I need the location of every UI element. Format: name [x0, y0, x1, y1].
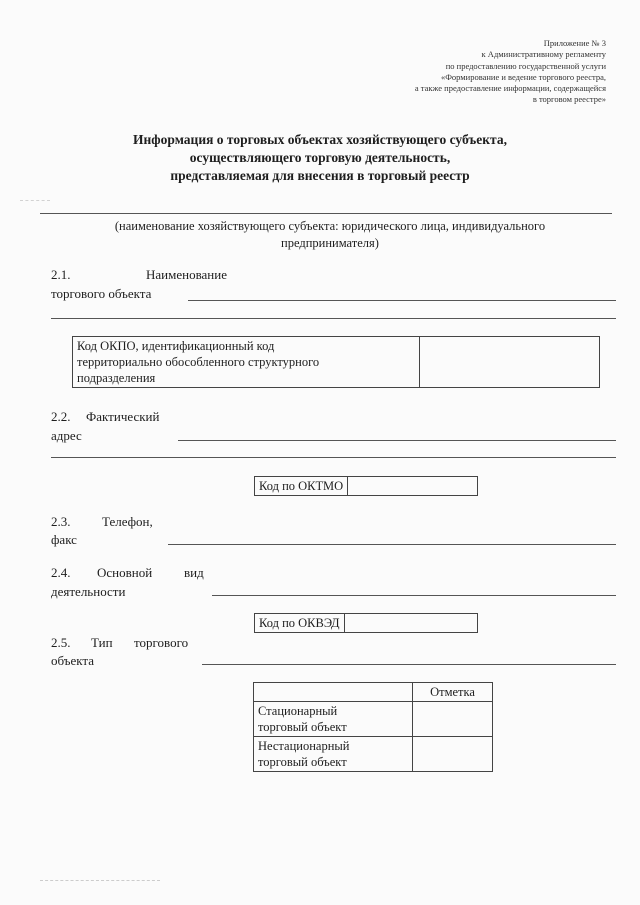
- table-row: [254, 702, 493, 737]
- okpo-value-cell[interactable]: [420, 337, 600, 388]
- section-2-4-title-cont: деятельности: [51, 584, 126, 599]
- scan-artifact: [40, 880, 160, 881]
- appendix-line: Приложение № 3: [543, 38, 606, 48]
- section-2-1-number: 2.1.: [51, 267, 71, 282]
- scan-artifact: [20, 200, 50, 201]
- object-name-line-2[interactable]: [51, 318, 616, 319]
- stationary-mark-cell[interactable]: [413, 702, 493, 737]
- title-line: Информация о торговых объектах хозяйствующего субъекта,: [133, 132, 507, 147]
- section-2-3-title-cont: факс: [51, 532, 77, 547]
- appendix-line: «Формирование и ведение торгового реестра,: [440, 71, 606, 82]
- type-header-blank: [254, 683, 413, 702]
- okved-code-label: Код по ОКВЭД: [255, 614, 345, 632]
- section-2-3-number: 2.3.: [51, 514, 71, 529]
- section-2-2-title: Фактический: [86, 409, 160, 424]
- okpo-label-line: территориально обособленного структурного: [77, 355, 320, 369]
- address-line-2[interactable]: [51, 457, 616, 458]
- section-2-1-title: Наименование: [146, 267, 227, 282]
- okpo-label-cell: [73, 337, 420, 388]
- section-2-3-title: Телефон,: [102, 514, 153, 529]
- appendix-note: [306, 38, 606, 106]
- section-2-2-number: 2.2.: [51, 409, 71, 424]
- type-label-line: торговый объект: [258, 755, 347, 769]
- title-line: осуществляющего торговую деятельность,: [189, 150, 451, 165]
- activity-line[interactable]: [212, 595, 616, 596]
- type-label-line: Нестационарный: [258, 739, 350, 753]
- oktmo-code-value[interactable]: [348, 477, 477, 495]
- table-row: [254, 737, 493, 772]
- okved-code-value[interactable]: [345, 614, 477, 632]
- type-cell: [254, 702, 413, 737]
- object-type-line[interactable]: [202, 664, 616, 665]
- type-label-line: торговый объект: [258, 720, 347, 734]
- type-label-line: Стационарный: [258, 704, 338, 718]
- section-2-5-title-cont: объекта: [51, 653, 95, 668]
- okpo-label-line: подразделения: [77, 371, 156, 385]
- appendix-line: в торговом реестре»: [532, 94, 606, 105]
- section-2-5-number: 2.5.: [51, 635, 71, 650]
- section-2-4-title-b: вид: [184, 565, 204, 580]
- entity-caption-line: (наименование хозяйствующего субъекта: юридического лица, индивидуального: [114, 219, 546, 233]
- section-2-5-title: Тип: [91, 635, 113, 650]
- entity-caption-line: предпринимателя): [281, 236, 379, 250]
- appendix-line: а также предоставление информации, содержащейся: [414, 83, 606, 94]
- section-2-5-title-b: торгового: [134, 635, 189, 650]
- object-type-table: [253, 682, 493, 772]
- type-header-mark: Отметка: [413, 683, 493, 702]
- type-cell: [254, 737, 413, 772]
- appendix-line: по предоставлению государственной услуги: [445, 60, 606, 71]
- object-name-line[interactable]: [188, 300, 616, 301]
- okved-code-box: [254, 613, 478, 633]
- phone-fax-line[interactable]: [168, 544, 616, 545]
- okpo-table: [72, 336, 600, 388]
- entity-caption: [40, 218, 620, 252]
- oktmo-code-label: Код по ОКТМО: [255, 477, 348, 495]
- non-stationary-mark-cell[interactable]: [413, 737, 493, 772]
- section-2-2-title-cont: адрес: [51, 428, 82, 443]
- section-2-1-title-cont: торгового объекта: [51, 286, 152, 301]
- entity-name-line[interactable]: [40, 213, 612, 214]
- address-line[interactable]: [178, 440, 616, 441]
- document-title: [0, 131, 640, 185]
- title-line: представляемая для внесения в торговый реестр: [170, 168, 470, 183]
- oktmo-code-box: [254, 476, 478, 496]
- section-2-4-number: 2.4.: [51, 565, 71, 580]
- okpo-label-line: Код ОКПО, идентификационный код: [77, 339, 275, 353]
- appendix-line: к Административному регламенту: [481, 49, 606, 60]
- section-2-4-title: Основной: [97, 565, 153, 580]
